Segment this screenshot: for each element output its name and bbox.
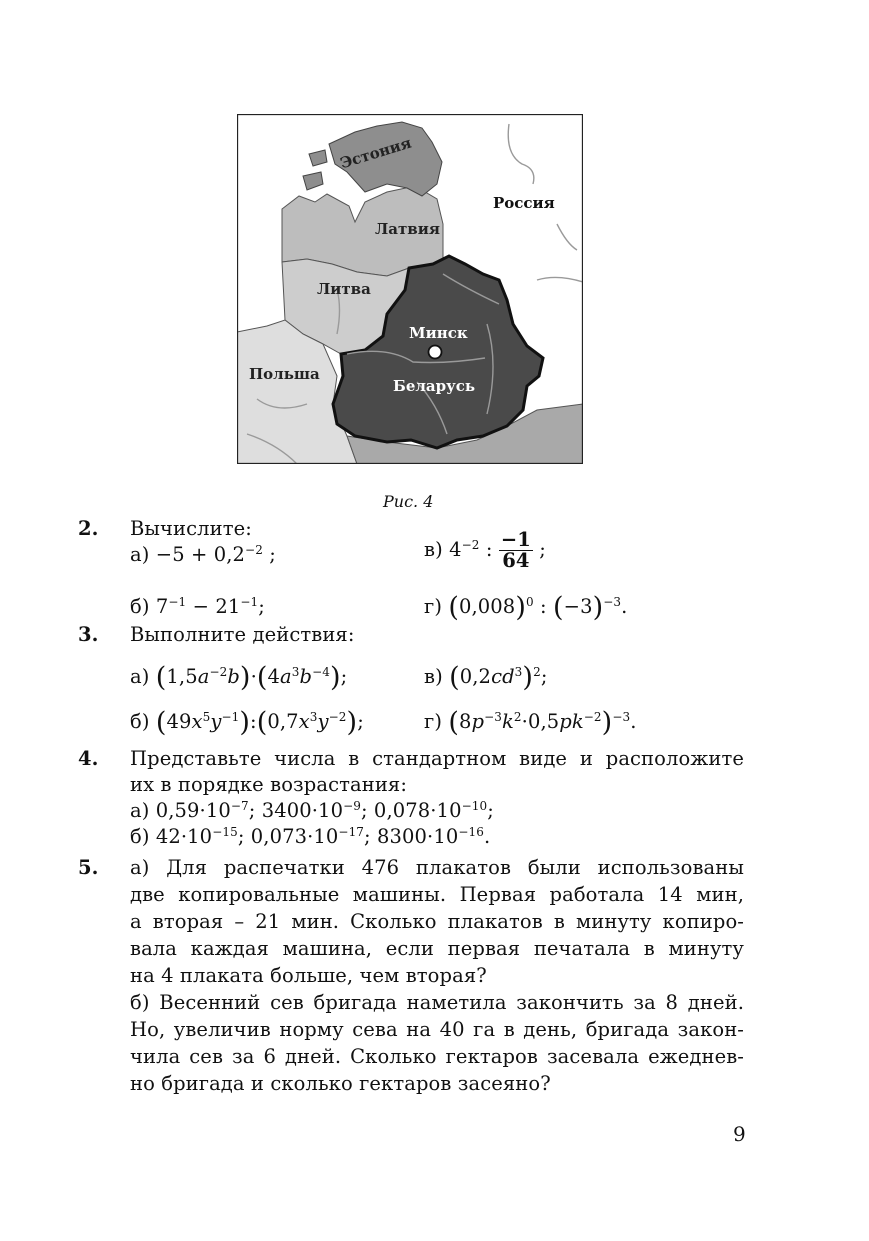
op: :	[540, 595, 547, 618]
expr: −5 + 0,2	[155, 543, 246, 566]
task-2-b	[130, 594, 265, 620]
minsk-marker	[429, 346, 442, 359]
base-2: − 21	[186, 595, 241, 618]
label: а)	[130, 665, 150, 688]
label: г)	[424, 595, 443, 618]
inner-2: −3	[563, 595, 593, 618]
inner-1: 0,008	[458, 595, 516, 618]
end: .	[621, 595, 628, 618]
task-3-title: Выполните действия:	[130, 623, 355, 646]
task-4-b: б) $42\cdot 10^{-15}$; $0,073\cdot 10^{-17}$; $8300\cdot 10^{-16}$.	[130, 825, 491, 848]
task-4-line-2: их в порядке возрастания:	[130, 773, 407, 796]
map-label-russia: Россия	[493, 194, 555, 212]
label: б)	[130, 595, 150, 618]
exp: −2	[461, 538, 480, 552]
label: г)	[424, 710, 443, 733]
label: в)	[424, 665, 443, 688]
label: а)	[130, 799, 150, 822]
exp-1: 0	[525, 595, 534, 609]
fraction	[499, 530, 533, 571]
exp-1: −1	[168, 595, 187, 609]
task-4-line-1: Представьте числа в стандартном виде и расположите	[130, 747, 744, 770]
map-svg	[237, 114, 583, 464]
map-label-belarus: Беларусь	[393, 377, 476, 395]
exp-2: −3	[603, 595, 622, 609]
task-5-number: 5.	[78, 856, 99, 879]
denominator: 64	[502, 549, 530, 572]
base-1: 7	[155, 595, 169, 618]
map-label-poland: Польша	[249, 365, 320, 383]
task-3-number: 3.	[78, 623, 99, 646]
task-2-g: г) $(0,008)^0$ : $(-3)^{-3}$.	[424, 592, 628, 623]
task-3-g: г) $(8p^{-3}k^2\cdot 0,5pk^{-2})^{-3}$.	[424, 707, 637, 738]
task-5-a-line-3: а вторая – 21 мин. Сколько плакатов в минуту копиро-	[130, 910, 744, 933]
task-5-b-line-2: Но, увеличив норму сева на 40 га в день, бригада закон-	[130, 1018, 744, 1041]
task-5-a-line-5: на 4 плаката больше, чем вторая?	[130, 964, 487, 987]
label: б)	[130, 825, 150, 848]
label: в)	[424, 538, 443, 561]
task-4-number: 4.	[78, 747, 99, 770]
map-label-latvia: Латвия	[375, 220, 440, 238]
numerator: −1	[500, 528, 531, 551]
end: ;	[539, 538, 546, 561]
task-3-v: в) $(0,2cd^3)^2$;	[424, 662, 548, 693]
end: ;	[258, 595, 265, 618]
task-2-v	[424, 530, 546, 571]
task-3-b: б) $(49x^5y^{-1}):(0,7x^3y^{-2})$;	[130, 707, 364, 738]
task-2-a	[130, 542, 276, 568]
task-2-number: 2.	[78, 517, 99, 540]
task-5-a-line-4: вала каждая машина, если первая печатала в минуту	[130, 937, 744, 960]
end: ;	[269, 543, 276, 566]
task-3-a: а) $(1,5a^{-2}b)\cdot(4a^3b^{-4})$;	[130, 662, 348, 693]
task-5-b-line-3: чила сев за 6 дней. Сколько гектаров засевала ежеднев-	[130, 1045, 744, 1068]
task-5-b-line-1: б) Весенний сев бригада наметила закончить за 8 дней.	[130, 991, 744, 1014]
op: :	[485, 538, 493, 561]
expr: 4	[449, 538, 462, 561]
map-label-estonia: Эстония	[337, 133, 414, 173]
task-5-b-line-4: но бригада и сколько гектаров засеяно?	[130, 1072, 551, 1095]
label: а)	[130, 543, 150, 566]
task-4-a: а) $0,59\cdot 10^{-7}$; $3400\cdot 10^{-9}$; $0,078\cdot 10^{-10}$;	[130, 799, 494, 822]
map-label-lithuania: Литва	[317, 280, 371, 298]
task-2-title: Вычислите:	[130, 517, 252, 540]
task-5-a-line-1: а) Для распечатки 476 плакатов были использованы	[130, 856, 744, 879]
exp-2: −1	[240, 595, 259, 609]
label: б)	[130, 710, 150, 733]
exp: −2	[245, 543, 263, 557]
page-number: 9	[733, 1122, 746, 1146]
map-label-minsk: Минск	[409, 324, 468, 342]
task-5-a-line-2: две копировальные машины. Первая работала 14 мин,	[130, 883, 744, 906]
figure-caption: Рис. 4	[383, 492, 434, 511]
map-figure	[237, 114, 583, 464]
